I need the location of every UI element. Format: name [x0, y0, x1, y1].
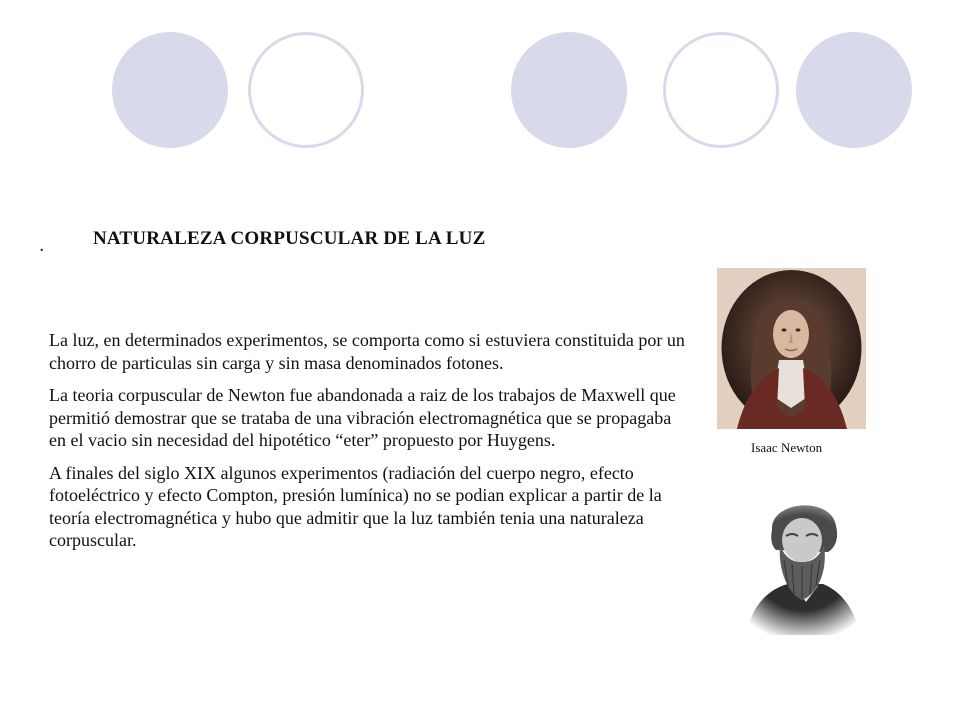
title-bullet: . — [40, 240, 44, 255]
decorative-circles — [0, 0, 960, 160]
decor-circle-outline — [663, 32, 779, 148]
paragraph-newton-maxwell: La teoria corpuscular de Newton fue abandonada a raiz de los trabajos de Maxwell que permitió demostrar que se trataba de una vibración electromagnética que se propagaba en el vacio sin necesidad del hipotético “eter” propuesto por Huygens. — [49, 385, 676, 450]
decor-circle-filled — [511, 32, 627, 148]
newton-portrait-image — [717, 268, 866, 429]
decor-circle-outline — [248, 32, 364, 148]
maxwell-portrait-image — [728, 490, 878, 635]
paragraph-photons: La luz, en determinados experimentos, se comporta como si estuviera constituida por un chorro de particulas sin carga y sin masa denominados fotones. — [49, 330, 685, 373]
decor-circle-filled — [796, 32, 912, 148]
paragraph-corpuscular: A finales del siglo XIX algunos experimentos (radiación del cuerpo negro, efecto fotoeléctrico y efecto Compton, presión lumínica) no se podian explicar a partir de la teoría electromagnética y hubo que admitir que la luz también tenia una naturaleza corpuscular. — [49, 462, 662, 550]
newton-caption: Isaac Newton — [751, 440, 823, 455]
slide-body — [49, 329, 689, 562]
slide-title: NATURALEZA CORPUSCULAR DE LA LUZ — [93, 228, 486, 249]
decor-circle-filled — [112, 32, 228, 148]
